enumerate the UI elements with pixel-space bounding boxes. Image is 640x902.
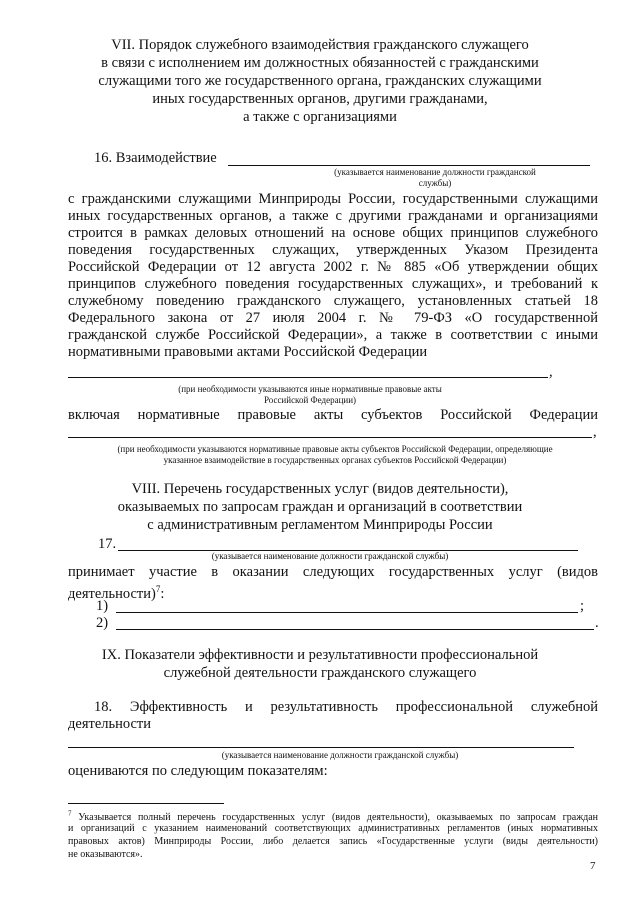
section-7-title-line: иных государственных органов, другими гражданами, — [152, 91, 488, 107]
service-item-1-line — [116, 612, 578, 613]
paragraph-17-label: 17. — [98, 536, 117, 552]
subject-acts-blank-line — [68, 437, 592, 438]
paragraph-18-line: деятельности — [68, 716, 152, 732]
comma: , — [593, 424, 597, 440]
participates-line: принимает участие в оказании следующих государственных услуг (видов — [68, 564, 598, 580]
section-7-title-line: в связи с исполнением им должностных обязанностей с гражданскими — [101, 55, 539, 71]
footnote-ref: 7 — [155, 584, 161, 594]
body-line: нормативными правовыми актами Российской Федерации — [68, 344, 428, 360]
body-line: иных государственных органов, а также с другими гражданами и организациями — [68, 208, 598, 224]
subject-acts-hint: (при необходимости указываются нормативные правовые акты субъектов Российской Федерации, определяющие — [117, 444, 553, 454]
service-item-1-label: 1) — [96, 598, 109, 614]
participates-line-2: деятельности)$^7$: — [68, 584, 165, 602]
section-9-title-line: служебной деятельности гражданского служащего — [163, 665, 477, 681]
position-hint: (указывается наименование должности гражданской — [334, 167, 536, 177]
position-blank-line — [68, 747, 574, 748]
paragraph-18-end: оцениваются по следующим показателям: — [68, 763, 328, 779]
section-8-title-line: оказываемых по запросам граждан и организаций в соответствии — [117, 499, 523, 515]
other-acts-hint: (при необходимости указываются иные нормативные правовые акты — [178, 384, 442, 394]
footnote-line: не оказываются». — [68, 849, 143, 860]
body-line: с гражданскими служащими Минприроды России, государственными служащими — [68, 191, 598, 207]
section-8-title-line: с административным регламентом Минприроды России — [147, 517, 493, 533]
body-line: гражданской службе Российской Федерации», а также в соответствии с иными — [68, 327, 598, 343]
body-line: Российской Федерации от 12 августа 2002 г. № 885 «Об утверждении общих — [68, 259, 598, 275]
comma: , — [549, 364, 553, 380]
body-line: служебному поведению гражданского служащего, установленных статьей 18 — [68, 293, 598, 309]
section-7-title-line: а также с организациями — [243, 109, 397, 125]
including-line: включая нормативные правовые акты субъектов Российской Федерации — [68, 407, 598, 423]
footnote-line: и организаций с указанием наименований соответствующих административных регламентов (иных нормативных — [68, 823, 598, 834]
service-item-1-end: ; — [580, 598, 585, 614]
position-hint: (указывается наименование должности гражданской службы) — [221, 750, 459, 760]
paragraph-16-label: 16. Взаимодействие — [94, 150, 217, 166]
footnote-line: правовых актов) Минприроды России, либо делается запись «Государственные услуги (виды деятельности) — [68, 836, 598, 847]
service-item-2-end: . — [595, 615, 599, 631]
position-blank-line — [228, 165, 590, 166]
paragraph-18-line: 18. Эффективность и результативность профессиональной служебной — [94, 699, 598, 715]
service-item-2-label: 2) — [96, 615, 109, 631]
footnote-separator — [68, 803, 224, 804]
body-line: Федерального закона от 27 июля 2004 г. № 79-ФЗ «О государственной — [68, 310, 598, 326]
page-number: 7 — [590, 860, 596, 872]
footnote-line: $^7$ Указывается полный перечень государственных услуг (видов деятельности), оказываемых по запросам граждан — [68, 810, 599, 824]
subject-acts-hint: указанное взаимодействие в государственных органах субъектов Российской Федерации) — [163, 455, 507, 465]
other-acts-blank-line — [68, 377, 548, 378]
section-9-title-line: IX. Показатели эффективности и результативности профессиональной — [101, 647, 539, 663]
body-line: строится в рамках деловых отношений на основе общих принципов служебного — [68, 225, 598, 241]
body-line: поведения государственных служащих, утвержденных Указом Президента — [68, 242, 598, 258]
service-item-2-line — [116, 629, 594, 630]
position-hint: (указывается наименование должности гражданской службы) — [211, 551, 449, 561]
section-7-title-line: служащими того же государственного органа, гражданских служащими — [98, 73, 542, 89]
section-8-title-line: VIII. Перечень государственных услуг (видов деятельности), — [131, 481, 509, 497]
body-line: принципов служебного поведения государственных служащих», и требований к — [68, 276, 598, 292]
footnote-mark: 7 — [68, 810, 72, 818]
other-acts-hint: Российской Федерации) — [263, 395, 357, 405]
section-7-title-line: VII. Порядок служебного взаимодействия гражданского служащего — [111, 37, 529, 53]
position-hint: службы) — [418, 178, 452, 188]
